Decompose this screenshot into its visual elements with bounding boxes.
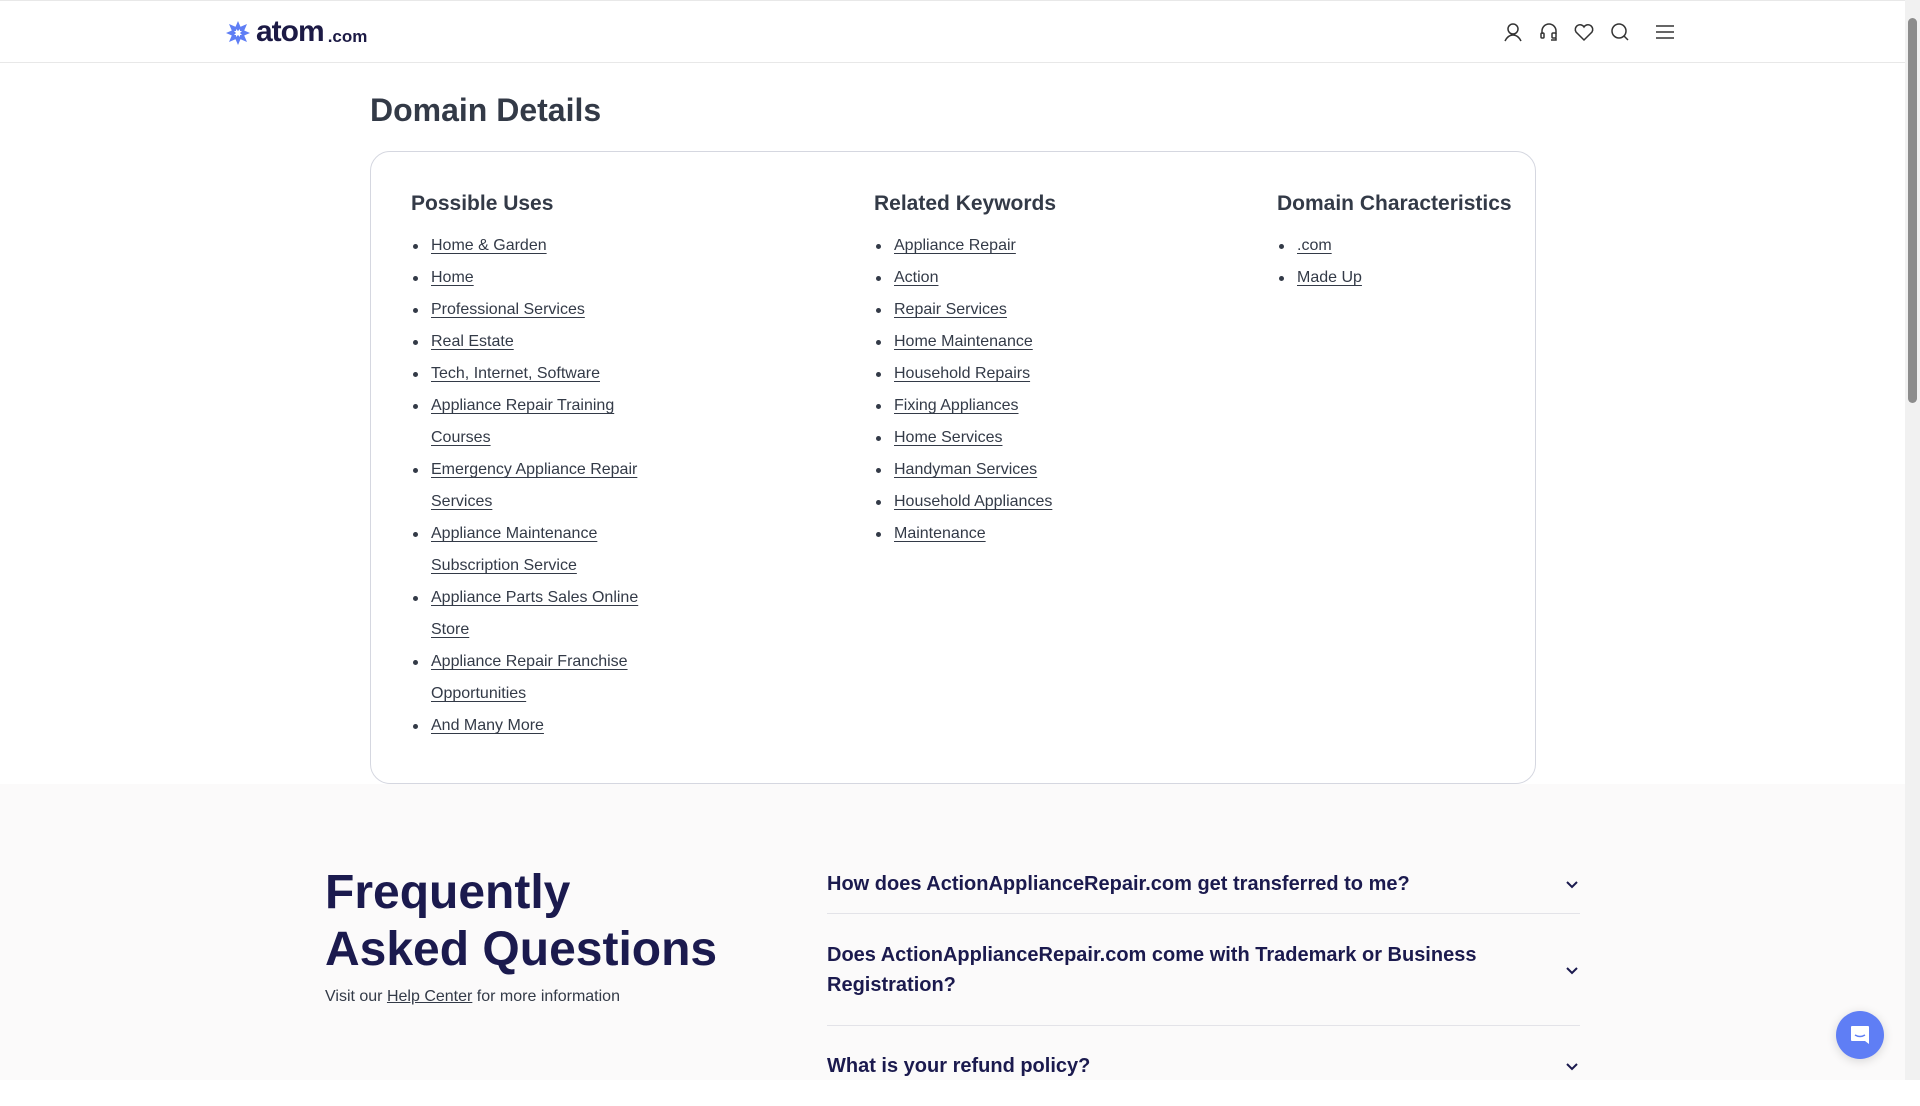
possible-uses-column (411, 192, 661, 742)
list-item-link[interactable]: Made Up (1297, 269, 1362, 286)
chevron-down-icon (1564, 876, 1580, 892)
list-item (894, 326, 1174, 358)
list-item-link[interactable]: Professional Services (431, 301, 585, 318)
list-item-link[interactable]: Home Maintenance (894, 333, 1033, 350)
list-item-link[interactable]: Fixing Appliances (894, 397, 1019, 414)
list-item-link[interactable]: And Many More (431, 717, 544, 734)
menu-icon[interactable] (1654, 21, 1676, 43)
faq-question-2[interactable] (827, 914, 1580, 1026)
chevron-down-icon (1564, 962, 1580, 978)
faq-question-text: What is your refund policy? (827, 1055, 1091, 1077)
related-keywords-list (874, 230, 1174, 550)
list-item (431, 518, 661, 582)
list-item (431, 262, 661, 294)
chat-launcher-button[interactable] (1836, 1011, 1884, 1059)
list-item (431, 582, 661, 646)
chevron-down-icon (1564, 1058, 1580, 1074)
list-item (431, 646, 661, 710)
list-item (431, 326, 661, 358)
list-item-link[interactable]: Home Services (894, 429, 1003, 446)
list-item (431, 710, 661, 742)
list-item (894, 390, 1174, 422)
list-item-link[interactable]: Appliance Maintenance Subscription Service (431, 525, 598, 574)
list-item (894, 486, 1174, 518)
list-item (894, 262, 1174, 294)
faq-sub-prefix: Visit our (325, 988, 383, 1005)
heart-icon[interactable] (1573, 21, 1595, 43)
list-item-link[interactable]: Household Appliances (894, 493, 1053, 510)
atom-star-icon (224, 19, 252, 47)
faq-question-3[interactable] (827, 1026, 1580, 1106)
faq-subtitle (325, 988, 620, 1006)
list-item (894, 230, 1174, 262)
list-item (431, 358, 661, 390)
list-item-link[interactable]: Emergency Appliance Repair Services (431, 461, 638, 510)
list-item-link[interactable]: Home (431, 269, 474, 286)
list-item-link[interactable]: Appliance Parts Sales Online Store (431, 589, 639, 638)
list-item-link[interactable]: Maintenance (894, 525, 986, 542)
site-header (0, 0, 1905, 63)
list-item-link[interactable]: Household Repairs (894, 365, 1031, 382)
logo-word: atom (256, 15, 324, 48)
atom-logo[interactable] (224, 17, 367, 47)
list-item-link[interactable]: Home & Garden (431, 237, 547, 254)
list-item (1297, 230, 1527, 262)
list-item (431, 390, 661, 454)
list-item (894, 518, 1174, 550)
list-item-link[interactable]: Appliance Repair (894, 237, 1016, 254)
support-headset-icon[interactable] (1538, 21, 1560, 43)
list-item-link[interactable]: Real Estate (431, 333, 514, 350)
domain-characteristics-heading: Domain Characteristics (1277, 192, 1512, 215)
user-icon[interactable] (1502, 21, 1524, 43)
list-item-link[interactable]: .com (1297, 237, 1332, 254)
scrollbar-thumb[interactable] (1908, 18, 1917, 403)
chat-icon (1848, 1023, 1872, 1047)
list-item-link[interactable]: Tech, Internet, Software (431, 365, 600, 382)
page-title: Domain Details (370, 92, 602, 128)
list-item (894, 454, 1174, 486)
domain-details-card (370, 151, 1536, 784)
faq-question-text: How does ActionApplianceRepair.com get transferred to me? (827, 872, 1410, 895)
faq-title: Frequently Asked Questions (325, 866, 718, 976)
list-item (1297, 262, 1527, 294)
list-item (431, 454, 661, 518)
list-item-link[interactable]: Appliance Repair Training Courses (431, 397, 615, 446)
list-item (431, 230, 661, 262)
domain-characteristics-column (1277, 192, 1527, 294)
list-item-link[interactable]: Action (894, 269, 939, 286)
list-item (894, 294, 1174, 326)
related-keywords-heading: Related Keywords (874, 192, 1057, 215)
scrollbar[interactable] (1905, 0, 1920, 1080)
list-item-link[interactable]: Appliance Repair Franchise Opportunities (431, 653, 628, 702)
possible-uses-heading: Possible Uses (411, 192, 554, 215)
related-keywords-column (874, 192, 1174, 550)
possible-uses-list (411, 230, 661, 742)
list-item (894, 422, 1174, 454)
faq-sub-suffix: for more information (476, 988, 620, 1005)
list-item (431, 294, 661, 326)
faq-question-1[interactable] (827, 854, 1580, 914)
list-item-link[interactable]: Handyman Services (894, 461, 1038, 478)
search-icon[interactable] (1609, 21, 1631, 43)
list-item-link[interactable]: Repair Services (894, 301, 1007, 318)
domain-characteristics-list (1277, 230, 1527, 294)
help-center-link[interactable]: Help Center (386, 988, 473, 1005)
faq-question-text: Does ActionApplianceRepair.com come with Trademark or Business Registration? (827, 943, 1477, 996)
logo-tld: .com (327, 27, 368, 46)
list-item (894, 358, 1174, 390)
